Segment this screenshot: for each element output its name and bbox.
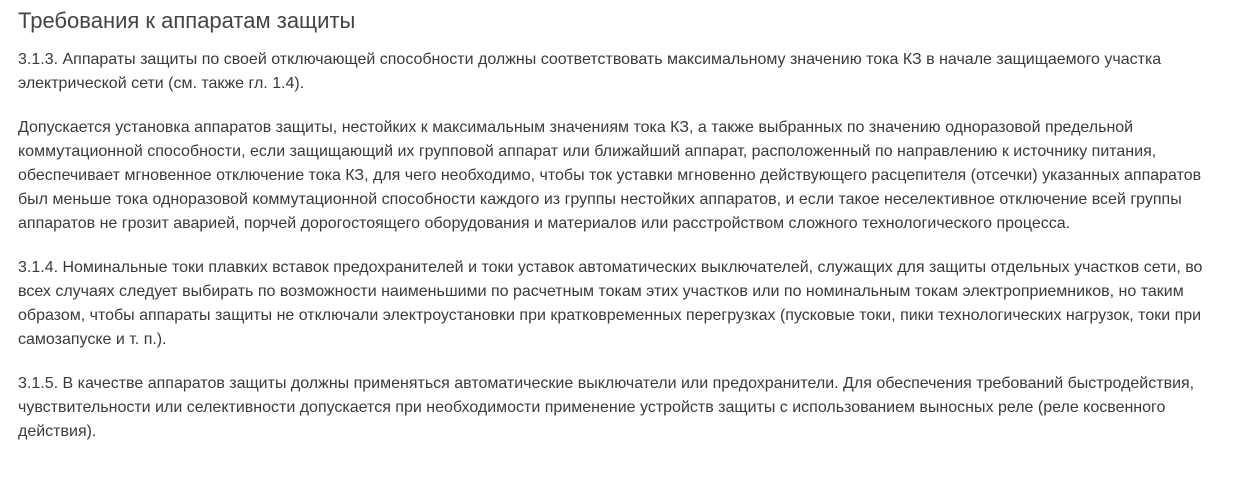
paragraph-3-1-3: 3.1.3. Аппараты защиты по своей отключающей способности должны соответствовать максимальному значению тока КЗ в начале защищаемого участка электрической сети (см. также гл. 1.4).	[18, 51, 1162, 92]
section-title: Требования к аппаратам защиты	[18, 8, 356, 33]
paragraph-3-1-3-continued: Допускается установка аппаратов защиты, нестойких к максимальным значениям тока КЗ, а также выбранных по значению одноразовой предельной коммутационной способности, если защищающий их групповой аппарат или ближайший аппарат, расположенный по направлению к источнику питания, обеспечивает мгновенное отключение тока КЗ, для чего необходимо, чтобы ток уставки мгновенно действующего расцепителя (отсечки) указанных аппаратов был меньше тока одноразовой коммутационной способности каждого из группы нестойких аппаратов, и если такое неселективное отключение всей группы аппаратов не грозит аварией, порчей дорогостоящего оборудования и материалов или расстройством сложного технологического процесса.	[18, 119, 1202, 232]
paragraph-3-1-4: 3.1.4. Номинальные токи плавких вставок предохранителей и токи уставок автоматических выключателей, служащих для защиты отдельных участков сети, во всех случаях следует выбирать по возможности наименьшими по расчетным токам этих участков или по номинальным токам электроприемников, но таким образом, чтобы аппараты защиты не отключали электроустановки при кратковременных перегрузках (пусковые токи, пики технологических нагрузок, токи при самозапуске и т. п.).	[18, 259, 1203, 348]
paragraph-3-1-5: 3.1.5. В качестве аппаратов защиты должны применяться автоматические выключатели или предохранители. Для обеспечения требований быстродействия, чувствительности или селективности допускается при необходимости применение устройств защиты с использованием выносных реле (реле косвенного действия).	[18, 375, 1195, 440]
